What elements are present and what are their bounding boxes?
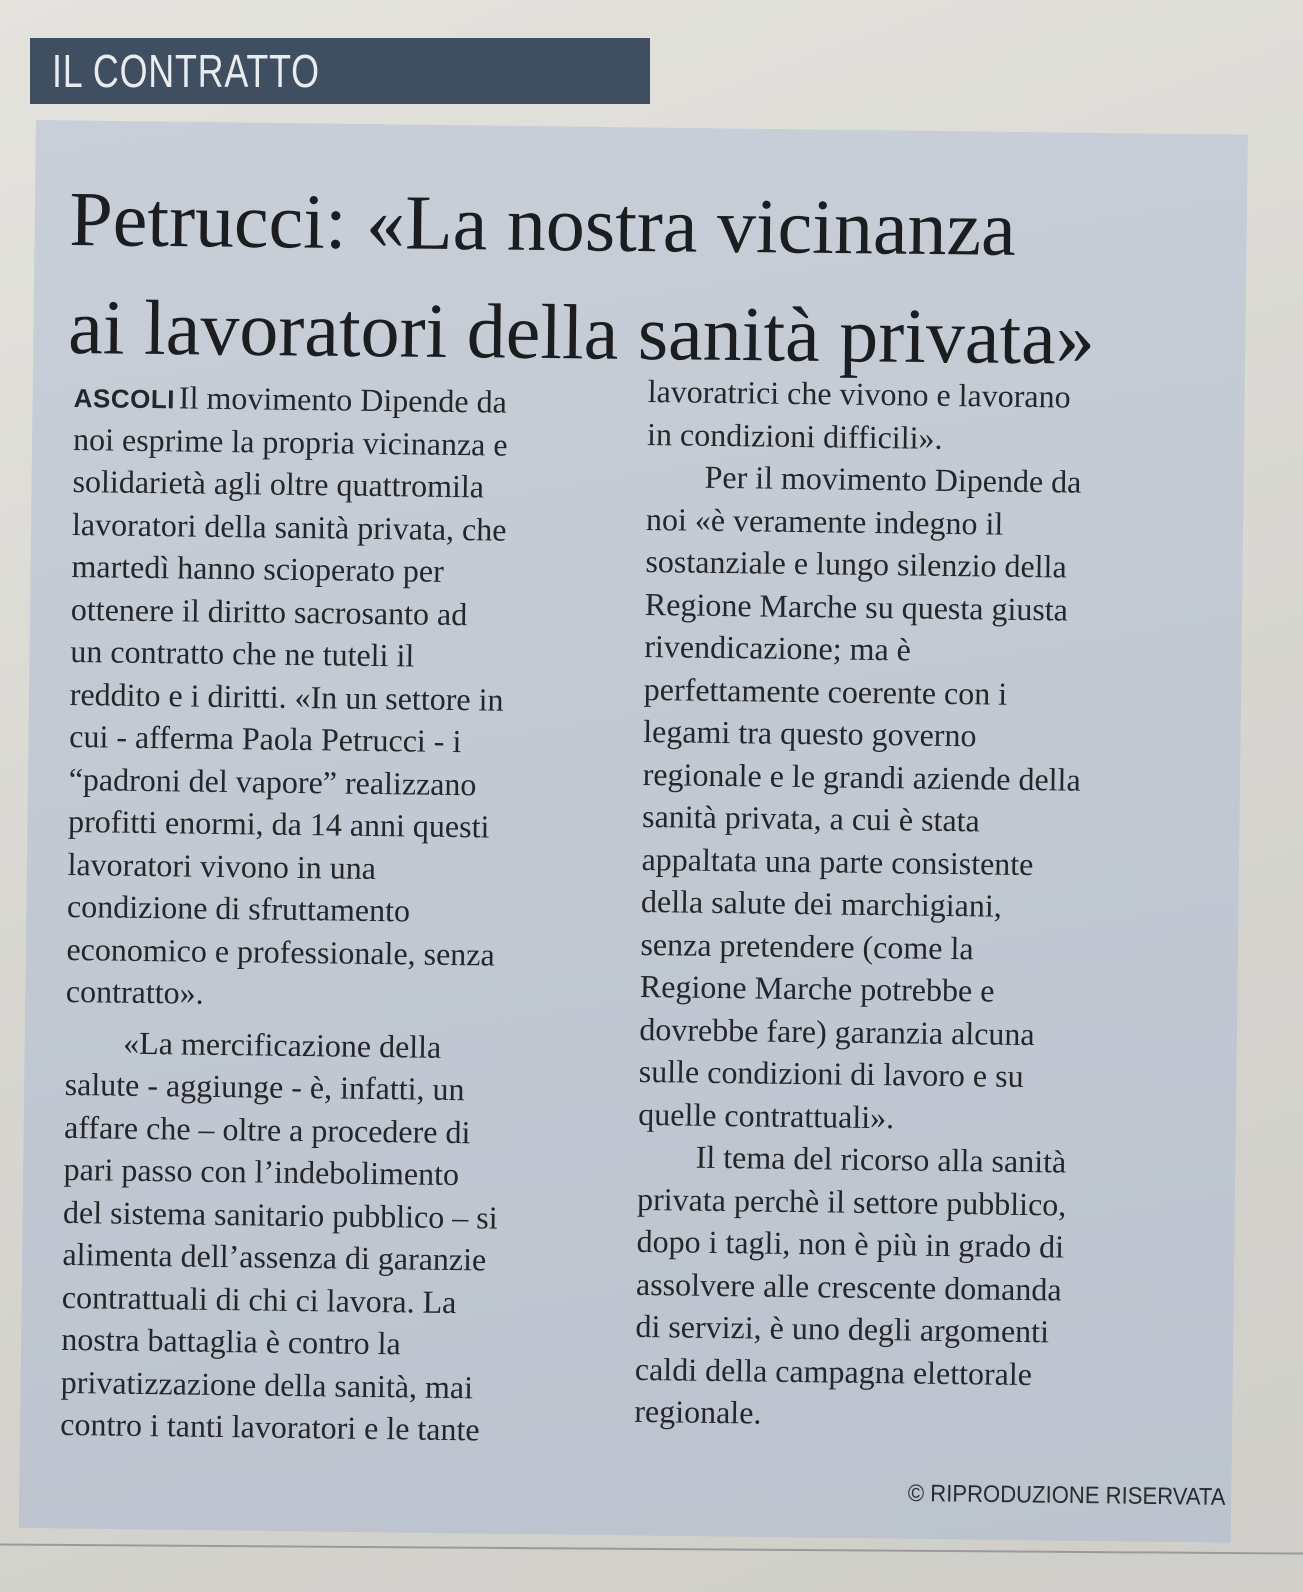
body-line: Il tema del ricorso alla sanità (695, 1138, 1067, 1180)
body-line: noi esprime la propria vicinanza e (72, 420, 508, 463)
body-line: caldi della campagna elettorale (634, 1350, 1033, 1392)
body-line: lavoratori vivono in una (67, 845, 377, 886)
left-column (60, 375, 619, 1453)
body-line: un contratto che ne tuteli il (70, 632, 415, 674)
body-line: salute - aggiunge - è, infatti, un (64, 1065, 465, 1108)
body-line: dopo i tagli, non è più in grado di (636, 1222, 1065, 1265)
body-line: economico e professionale, senza (66, 930, 495, 973)
body-line: contrattuali di chi ci lavora. La (61, 1278, 457, 1320)
headline-line-1: Petrucci: «La nostra vicinanza (68, 174, 1017, 272)
body-line: ASCOLI Il movimento Dipende da (73, 379, 508, 420)
right-column (634, 370, 1228, 1440)
body-line: assolvere alle crescente domanda (635, 1265, 1062, 1307)
body-line: perfettamente coerente con i (643, 670, 1008, 712)
body-line: nostra battaglia è contro la (61, 1320, 402, 1362)
body-line: di servizi, è uno degli argomenti (635, 1307, 1050, 1350)
body-line: condizione di sfruttamento (66, 887, 411, 929)
body-line: ottenere il diritto sacrosanto ad (70, 590, 468, 632)
body-line: del sistema sanitario pubblico – si (62, 1193, 498, 1236)
body-line: lavoratrici che vivono e lavorano (647, 372, 1071, 415)
headline-line-2: ai lavoratori della sanità privata» (67, 282, 1096, 381)
body-line: sulle condizioni di lavoro e su (638, 1052, 1024, 1094)
body-line: reddito e i diritti. «In un settore in (69, 675, 504, 718)
body-line: alimenta dell’assenza di garanzie (62, 1235, 487, 1278)
body-line: dovrebbe fare) garanzia alcuna (639, 1010, 1035, 1052)
body-line: sanità privata, a cui è stata (641, 797, 980, 839)
body-line: contratto». (65, 972, 204, 1011)
body-line: martedì hanno scioperato per (71, 547, 445, 589)
body-line: Regione Marche su questa giusta (644, 585, 1069, 628)
body-line: solidarietà agli oltre quattromila (72, 462, 485, 505)
body-line: pari passo con l’indebolimento (63, 1150, 460, 1193)
body-line: profitti enormi, da 14 anni questi (67, 802, 490, 845)
copyright-notice: © RIPRODUZIONE RISERVATA (907, 1480, 1226, 1511)
body-line: noi «è veramente indegno il (645, 500, 1004, 542)
body-line: «La mercificazione della (123, 1024, 442, 1065)
body-line: regionale. (634, 1392, 762, 1431)
body-line: legami tra questo governo (643, 712, 977, 754)
body-line: Regione Marche potrebbe e (639, 967, 995, 1009)
body-line: senza pretendere (come la (640, 925, 974, 966)
headline (68, 165, 1230, 393)
body-line: sostanziale e lungo silenzio della (645, 542, 1067, 585)
section-tag-label: IL CONTRATTO (52, 45, 320, 97)
body-line: privata perchè il settore pubblico, (636, 1180, 1067, 1223)
section-tag (30, 38, 650, 104)
body-line: rivendicazione; ma è (644, 627, 912, 668)
body-line: Per il movimento Dipende da (704, 458, 1082, 500)
dateline: ASCOLI (73, 382, 176, 415)
body-line: “padroni del vapore” realizzano (68, 760, 477, 802)
body-line: in condizioni difficili». (646, 415, 943, 456)
body-line: privatizzazione della sanità, mai (60, 1363, 474, 1405)
body-line: quelle contrattuali». (638, 1095, 895, 1135)
body-line: contro i tanti lavoratori e le tante (60, 1405, 480, 1448)
body-line: affare che – oltre a procedere di (63, 1108, 471, 1150)
body-line: lavoratori della sanità privata, che (71, 505, 507, 548)
body-line: della salute dei marchigiani, (640, 882, 1003, 924)
body-line: cui - afferma Paola Petrucci - i (69, 717, 462, 760)
body-line: appaltata una parte consistente (641, 840, 1034, 882)
body-line: regionale e le grandi aziende della (642, 755, 1081, 798)
